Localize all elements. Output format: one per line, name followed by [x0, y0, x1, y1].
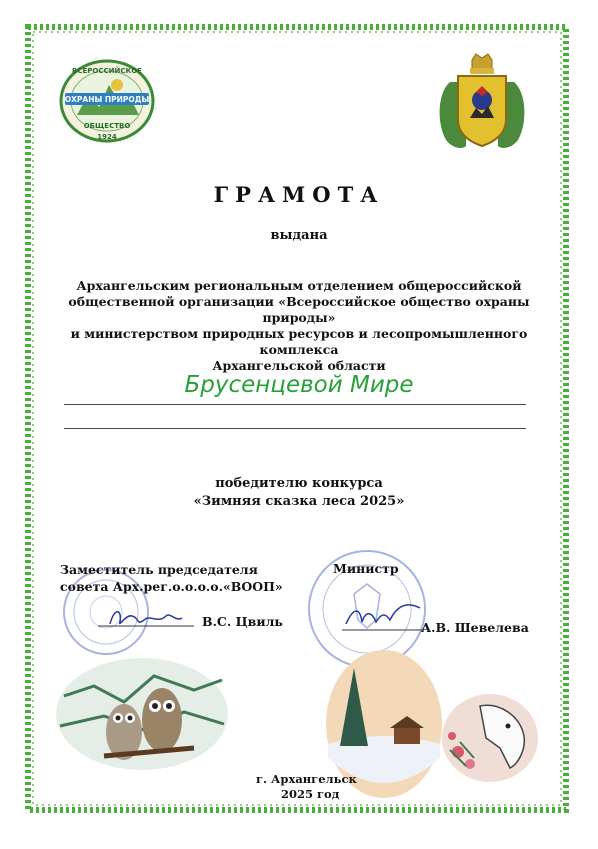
minister-name: А.В. Шевелева: [421, 620, 529, 635]
logo-bottom-text: ОБЩЕСТВО: [83, 122, 131, 130]
coat-of-arms-icon: [432, 52, 532, 154]
minister-signature-icon: [338, 598, 428, 638]
logo-banner-text: ОХРАНЫ ПРИРОДЫ: [64, 95, 150, 104]
deputy-title-line: Заместитель председателя: [60, 562, 258, 577]
logo-top-text: ВСЕРОССИЙСКОЕ: [72, 67, 142, 75]
deputy-title: [60, 561, 283, 595]
issued-text: выдана: [270, 228, 328, 243]
issuer-line: общественной организации «Всероссийское общество охраны природы»: [68, 294, 530, 325]
issuer-line: Архангельской области: [212, 358, 386, 373]
recipient-underline: [64, 404, 526, 405]
issuer-line: и министерством природных ресурсов и лесопромышленного комплекса: [70, 326, 528, 357]
logo-year-text: 1924: [97, 133, 117, 141]
minister-title: Министр: [333, 561, 399, 576]
recipient-name: Брусенцевой Мире: [184, 372, 414, 398]
horse-illustration-icon: [440, 692, 540, 784]
deputy-title-line: совета Арх.рег.о.о.о.о.«ВООП»: [60, 579, 283, 594]
issuer-line: Архангельским региональным отделением общероссийской: [76, 278, 522, 293]
certificate-title: ГРАМОТА: [213, 182, 385, 207]
winner-text: победителю конкурса: [215, 476, 383, 491]
owls-illustration-icon: [54, 656, 230, 772]
year-text: 2025 год: [281, 787, 340, 801]
recipient-underline-second: [64, 428, 526, 429]
deputy-name: В.С. Цвиль: [202, 614, 283, 629]
issuer-block: [60, 278, 538, 374]
nature-society-logo-icon: [55, 55, 159, 147]
city-text: г. Архангельск: [256, 772, 357, 786]
contest-name: «Зимняя сказка леса 2025»: [193, 494, 405, 509]
deputy-signature-icon: [96, 606, 200, 632]
